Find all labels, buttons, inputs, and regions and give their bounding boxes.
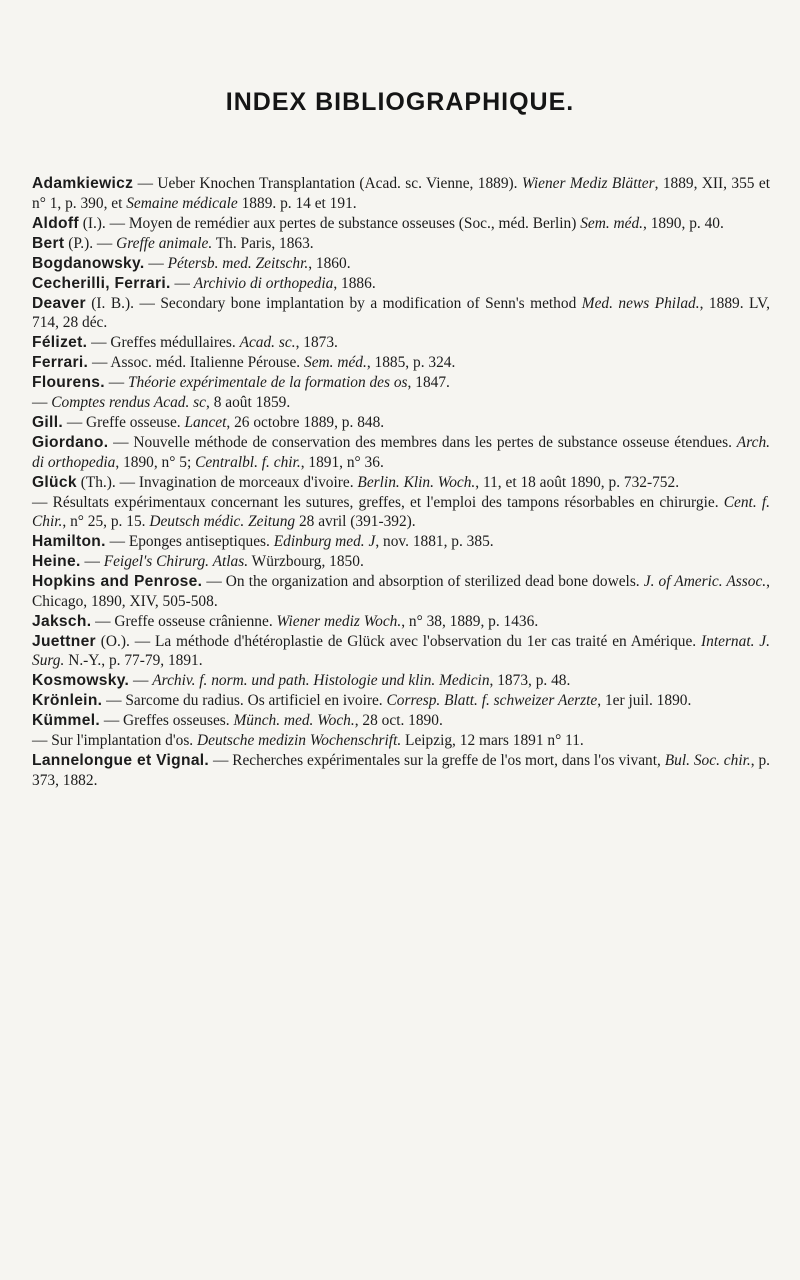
bibliography-entry xyxy=(32,751,770,790)
entry-author: Hopkins and Penrose. xyxy=(32,573,203,590)
entry-text: , 1890, n° 5; xyxy=(115,453,196,471)
entry-text: — Ueber Knochen Transplantation (Acad. sc. Vienne, 1889). xyxy=(133,175,522,192)
entry-text: , p. 373, 1882. xyxy=(32,752,771,789)
entry-author: Jaksch. xyxy=(32,612,92,630)
bibliography-entry xyxy=(32,731,770,751)
entry-text: , 1889, XII, 355 et n° 1, p. 390, et xyxy=(32,175,770,212)
entry-source-title: Pétersb. med. Zeitschr. xyxy=(167,254,309,272)
entry-text: 28 avril (391-392). xyxy=(295,513,416,530)
entry-source-title: Med. news Philad. xyxy=(581,294,700,312)
entry-source-title: Edinburg med. J xyxy=(273,533,376,550)
entry-source-title: Archiv. f. norm. und path. Histologie und klin. Medicin xyxy=(152,672,490,689)
entry-text: — Greffe osseuse. xyxy=(62,414,185,431)
entry-source-title: Cent. f. Chir. xyxy=(32,493,770,530)
entry-text: , n° 38, 1889, p. 1436. xyxy=(401,612,539,630)
entry-source-title: Wiener Mediz Blätter xyxy=(521,175,655,192)
entry-text: — Greffes osseuses. xyxy=(99,712,234,729)
entry-source-title: Théorie expérimentale de la formation des os xyxy=(127,374,408,391)
entry-author: Heine. xyxy=(32,553,81,570)
entry-author: Flourens. xyxy=(32,374,105,391)
page-title: INDEX BIBLIOGRAPHIQUE. xyxy=(225,88,575,116)
entry-text: , 1er juil. 1890. xyxy=(597,692,692,709)
entry-text: (I. B.). — Secondary bone implantation by a modification of Senn's method xyxy=(85,294,582,312)
entry-text: — Greffe osseuse crânienne. xyxy=(91,612,277,630)
entry-author: Hamilton. xyxy=(32,533,106,550)
entry-text: (P.). — xyxy=(64,234,117,252)
entry-text: — Sur l'implantation d'os. xyxy=(32,732,198,749)
entry-text: Th. Paris, 1863. xyxy=(212,234,314,252)
entry-author: Kümmel. xyxy=(32,712,100,729)
entry-source-title: Lancet xyxy=(184,414,227,431)
bibliography-entry xyxy=(32,493,770,532)
entry-text: , 1847. xyxy=(407,374,450,391)
entry-author: Krönlein. xyxy=(32,692,103,709)
bibliography-entry xyxy=(32,532,770,552)
bibliography-entry xyxy=(32,473,770,493)
entry-source-title: Arch. di orthopedia xyxy=(32,434,770,471)
entry-author: Ferrari. xyxy=(32,354,89,371)
entry-text: — xyxy=(32,394,52,411)
entry-source-title: Berlin. Klin. Woch. xyxy=(357,473,476,491)
entry-author: Cecherilli, Ferrari. xyxy=(32,274,171,292)
entry-source-title: Comptes rendus Acad. sc xyxy=(51,394,206,411)
entry-text: , 11, et 18 août 1890, p. 732-752. xyxy=(475,473,680,491)
entry-author: Bogdanowsky. xyxy=(32,254,145,272)
entry-author: Giordano. xyxy=(32,434,109,451)
entry-text: (I.). — Moyen de remédier aux pertes de substance osseuses (Soc., méd. Berlin) xyxy=(78,214,581,232)
entry-text: — xyxy=(104,374,128,391)
entry-text: , nov. 1881, p. 385. xyxy=(375,533,494,550)
entry-text: — Eponges antiseptiques. xyxy=(105,533,274,550)
entry-source-title: Sem. méd. xyxy=(580,214,644,232)
entry-text: , 1890, p. 40. xyxy=(643,214,724,232)
entry-author: Aldoff xyxy=(32,214,79,232)
entry-author: Juettner xyxy=(32,632,96,650)
entry-text: — Greffes médullaires. xyxy=(87,334,240,351)
bibliography-entry xyxy=(32,234,770,254)
entry-text: , 26 octobre 1889, p. 848. xyxy=(226,414,385,431)
bibliography-entry xyxy=(32,274,770,294)
entry-text: Leipzig, 12 mars 1891 n° 11. xyxy=(401,732,584,749)
entry-author: Lannelongue et Vignal. xyxy=(32,752,210,769)
entry-source-title: Centralbl. f. chir. xyxy=(195,453,301,471)
entry-author: Bert xyxy=(32,234,65,252)
entry-author: Gill. xyxy=(32,414,63,431)
entry-source-title: J. of Americ. Assoc. xyxy=(643,573,767,590)
entry-text: , 1873, p. 48. xyxy=(489,672,571,689)
entry-text: — On the organization and absorption of sterilized dead bone dowels. xyxy=(202,573,644,590)
entry-text: — Nouvelle méthode de conservation des membres dans les pertes de substance osseuse étendues. xyxy=(108,434,737,451)
entry-author: Félizet. xyxy=(32,334,88,351)
entry-text: , Chicago, 1890, XIV, 505-508. xyxy=(32,573,770,610)
entry-author: Glück xyxy=(32,473,77,491)
bibliography-entry xyxy=(32,552,770,572)
entry-text: — xyxy=(144,254,168,272)
entry-text: 1889. p. 14 et 191. xyxy=(237,194,357,212)
entry-source-title: Acad. sc. xyxy=(239,334,296,351)
bibliography-entry xyxy=(32,214,770,234)
entry-text: (Th.). — Invagination de morceaux d'ivoire. xyxy=(76,473,358,491)
entry-source-title: Feigel's Chirurg. Atlas. xyxy=(103,553,249,570)
bibliography-entry xyxy=(32,671,770,691)
bibliography-entry xyxy=(32,393,770,413)
bibliography-entry xyxy=(32,691,770,711)
entry-text: , 28 oct. 1890. xyxy=(354,712,443,729)
bibliography-entry xyxy=(32,353,770,373)
entry-text: (O.). — La méthode d'hétéroplastie de Glück avec l'observation du 1er cas traité en Amérique. xyxy=(95,632,702,650)
entry-source-title: Bul. Soc. chir. xyxy=(664,752,751,769)
entry-text: , 1860. xyxy=(308,254,351,272)
entry-text: , 1886. xyxy=(333,274,376,292)
entry-text: , 1891, n° 36. xyxy=(300,453,384,471)
entry-source-title: Deutsch médic. Zeitung xyxy=(149,513,296,530)
entry-text: , 8 août 1859. xyxy=(206,394,291,411)
entry-source-title: Wiener mediz Woch. xyxy=(276,612,402,630)
entry-text: — xyxy=(129,672,153,689)
entry-text: — Sarcome du radius. Os artificiel en ivoire. xyxy=(102,692,387,709)
entry-source-title: Greffe animale. xyxy=(116,234,213,252)
entry-source-title: Archivio di orthopedia xyxy=(193,274,334,292)
entry-author: Adamkiewicz xyxy=(32,175,134,192)
entry-text: , n° 25, p. 15. xyxy=(62,513,150,530)
entry-text: — Assoc. méd. Italienne Pérouse. xyxy=(88,354,304,371)
entry-source-title: Deutsche medizin Wochenschrift. xyxy=(197,732,402,749)
bibliography-entry xyxy=(32,572,770,611)
entry-source-title: Sem. méd. xyxy=(304,354,367,371)
entry-source-title: Semaine médicale xyxy=(126,194,238,212)
entry-text: , 1873. xyxy=(295,334,338,351)
bibliography-entry xyxy=(32,254,770,274)
bibliography-entry xyxy=(32,174,770,213)
bibliography-entry xyxy=(32,333,770,353)
bibliography-entry xyxy=(32,632,770,671)
entry-text: Würzbourg, 1850. xyxy=(248,553,364,570)
entry-source-title: Corresp. Blatt. f. schweizer Aerzte xyxy=(386,692,598,709)
entry-text: N.-Y., p. 77-79, 1891. xyxy=(64,652,203,669)
entry-source-title: Münch. med. Woch. xyxy=(233,712,355,729)
entry-text: , 1885, p. 324. xyxy=(366,354,456,371)
entry-text: — xyxy=(170,274,194,292)
entry-text: — xyxy=(80,553,104,570)
bibliography-entry xyxy=(32,433,770,472)
entry-text: , 1889. LV, 714, 28 déc. xyxy=(32,294,771,331)
bibliography-entry xyxy=(32,294,770,333)
entry-text: — Recherches expérimentales sur la greffe de l'os mort, dans l'os vivant, xyxy=(209,752,665,769)
bibliography-list xyxy=(32,174,770,791)
bibliography-entry xyxy=(32,711,770,731)
bibliography-entry xyxy=(32,373,770,393)
entry-author: Kosmowsky. xyxy=(32,672,130,689)
entry-source-title: Internat. J. Surg. xyxy=(32,632,770,669)
entry-author: Deaver xyxy=(32,294,86,312)
entry-text: — Résultats expérimentaux concernant les sutures, greffes, et l'emploi des tampons résorbables en chirurgie. xyxy=(32,493,724,511)
bibliography-entry xyxy=(32,413,770,433)
bibliography-entry xyxy=(32,612,770,632)
